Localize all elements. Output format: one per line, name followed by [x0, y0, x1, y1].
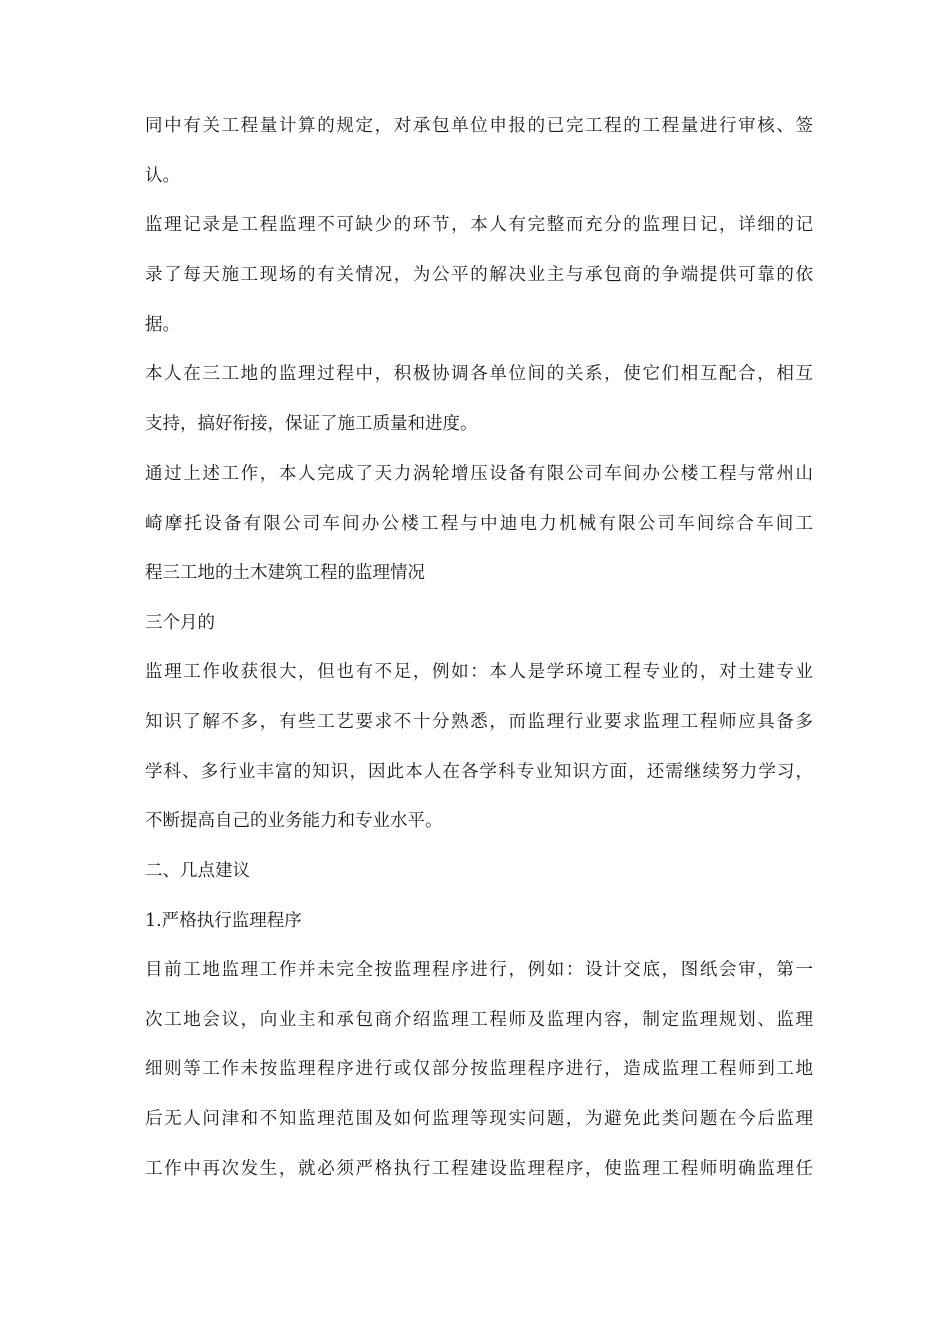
text-line: 程三工地的土木建筑工程的监理情况: [145, 563, 425, 583]
text-line: 目前工地监理工作并未完全按监理程序进行，例如：设计交底，图纸会审，第一: [145, 960, 813, 980]
subsection-heading: 1.严格执行监理程序: [145, 911, 302, 931]
text-line: 次工地会议，向业主和承包商介绍监理工程师及监理内容，制定监理规划、监理: [145, 1010, 813, 1030]
text-line: 崎摩托设备有限公司车间办公楼工程与中迪电力机械有限公司车间综合车间工: [145, 514, 813, 534]
text-line: 录了每天施工现场的有关情况，为公平的解决业主与承包商的争端提供可靠的依: [145, 265, 813, 285]
text-line: 细则等工作未按监理程序进行或仅部分按监理程序进行，造成监理工程师到工地: [145, 1059, 813, 1079]
text-line: 三个月的: [145, 613, 215, 633]
text-line: 工作中再次发生，就必须严格执行工程建设监理程序，使监理工程师明确监理任: [145, 1159, 813, 1179]
text-line: 据。: [145, 315, 180, 335]
text-line: 认。: [145, 166, 180, 186]
text-line: 支持，搞好衔接，保证了施工质量和进度。: [145, 414, 478, 434]
text-line: 通过上述工作，本人完成了天力涡轮增压设备有限公司车间办公楼工程与常州山: [145, 464, 813, 484]
text-line: 同中有关工程量计算的规定，对承包单位申报的已完工程的工程量进行审核、签: [145, 116, 813, 136]
section-heading: 二、几点建议: [145, 861, 250, 881]
text-line: 本人在三工地的监理过程中，积极协调各单位间的关系，使它们相互配合，相互: [145, 364, 813, 384]
text-line: 不断提高自己的业务能力和专业水平。: [145, 811, 443, 831]
text-line: 监理工作收获很大，但也有不足，例如：本人是学环境工程专业的，对土建专业: [145, 662, 813, 682]
text-line: 知识了解不多，有些工艺要求不十分熟悉，而监理行业要求监理工程师应具备多: [145, 712, 813, 732]
text-line: 监理记录是工程监理不可缺少的环节，本人有完整而充分的监理日记，详细的记: [145, 215, 813, 235]
text-line: 学科、多行业丰富的知识，因此本人在各学科专业知识方面，还需继续努力学习，: [145, 762, 813, 782]
text-line: 后无人问津和不知监理范围及如何监理等现实问题，为避免此类问题在今后监理: [145, 1109, 813, 1129]
